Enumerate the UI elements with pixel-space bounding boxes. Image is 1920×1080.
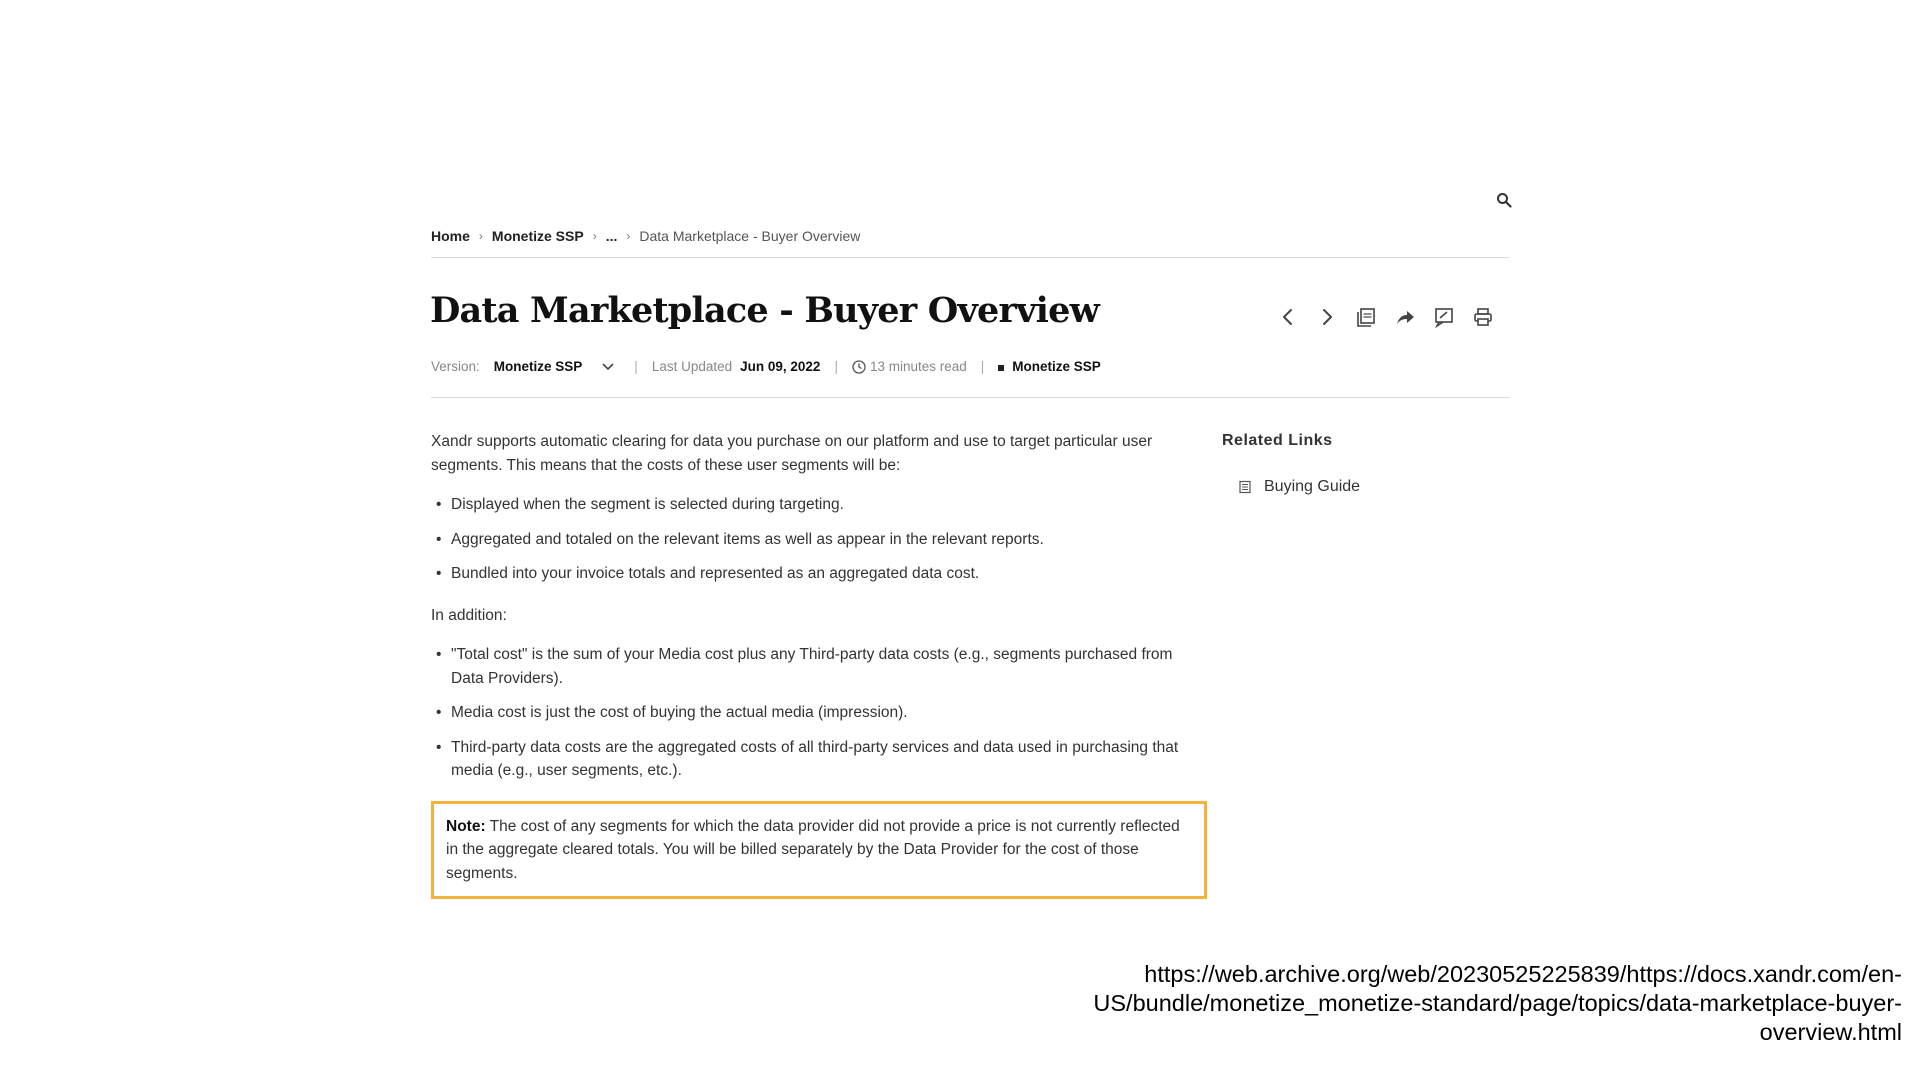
in-addition-paragraph: In addition: (431, 606, 507, 624)
product-tag[interactable] (998, 359, 1101, 374)
feedback-icon (1433, 306, 1455, 328)
list-item: • Media cost is just the cost of buying the actual media (impression). (431, 701, 1191, 725)
breadcrumb-separator-icon: › (592, 228, 597, 243)
cost-definition-list (431, 643, 1191, 783)
list-item: • Bundled into your invoice totals and represented as an aggregated data cost. (431, 562, 1191, 586)
related-link-buying-guide[interactable] (1238, 478, 1512, 496)
download-pdf-button[interactable] (1353, 304, 1379, 330)
related-link-label: Buying Guide (1264, 478, 1361, 495)
last-updated-value: Jun 09, 2022 (740, 359, 821, 374)
read-time: 13 minutes read (869, 359, 967, 374)
version-label: Version: (431, 359, 480, 374)
share-icon (1394, 306, 1416, 328)
page-toolbar (1275, 302, 1509, 332)
meta-divider: | (980, 359, 985, 374)
print-button[interactable] (1470, 304, 1496, 330)
related-links-panel (1222, 432, 1512, 496)
previous-topic-button[interactable] (1275, 304, 1301, 330)
chevron-down-icon (602, 359, 614, 374)
breadcrumb (431, 224, 1509, 258)
meta-row (431, 356, 1509, 398)
source-url-caption: https://web.archive.org/web/20230525225839/https://docs.xandr.com/en-US/bundle/monetize_monetize-standard/page/topics/data-marketplace-buyer-overview.html (1093, 961, 1902, 1045)
product-tag-icon (998, 365, 1004, 371)
version-select[interactable] (494, 359, 621, 374)
feedback-button[interactable] (1431, 304, 1457, 330)
list-item: • "Total cost" is the sum of your Media cost plus any Third-party data costs (e.g., segments purchased from Data Providers). (431, 643, 1191, 690)
note-callout (431, 801, 1207, 900)
document-icon (1238, 480, 1252, 494)
product-tag-label: Monetize SSP (1012, 359, 1101, 374)
version-value: Monetize SSP (493, 359, 583, 374)
meta-divider: | (834, 359, 838, 374)
list-item: • Third-party data costs are the aggregated costs of all third-party services and data used in purchasing that media (e.g., user segments, etc.). (431, 736, 1191, 783)
breadcrumb-home[interactable]: Home (431, 227, 470, 244)
chevron-right-icon (1316, 306, 1338, 328)
note-text: The cost of any segments for which the data provider did not provide a price is not currently reflected in the aggregate cleared totals. You will be billed separately by the Data Provider for the cost of those segments. (446, 817, 1180, 882)
clock-icon (852, 360, 866, 374)
list-item: • Aggregated and totaled on the relevant items as well as appear in the relevant reports. (431, 528, 1191, 552)
share-button[interactable] (1392, 304, 1418, 330)
breadcrumb-separator-icon: › (626, 228, 631, 243)
breadcrumb-current: Data Marketplace - Buyer Overview (639, 227, 861, 244)
note-label: Note: (446, 817, 486, 835)
search-icon (1496, 192, 1512, 208)
breadcrumb-separator-icon: › (478, 228, 483, 243)
meta-divider: | (634, 359, 638, 374)
next-topic-button[interactable] (1314, 304, 1340, 330)
list-item: • Displayed when the segment is selected during targeting. (431, 493, 1191, 517)
search-button[interactable] (1496, 192, 1518, 214)
page-title: Data Marketplace - Buyer Overview (430, 290, 1099, 331)
article-body (431, 430, 1191, 899)
related-links-heading: Related Links (1222, 432, 1333, 449)
breadcrumb-section[interactable]: Monetize SSP (491, 227, 584, 244)
intro-paragraph: Xandr supports automatic clearing for data you purchase on our platform and use to target particular user segments. This means that the costs of these user segments will be: (431, 433, 1153, 474)
cost-display-list (431, 493, 1191, 586)
breadcrumb-ellipsis[interactable]: ... (605, 227, 618, 244)
chevron-left-icon (1277, 306, 1299, 328)
pdf-icon (1355, 306, 1377, 328)
last-updated-label: Last Updated (651, 359, 733, 374)
print-icon (1472, 306, 1494, 328)
